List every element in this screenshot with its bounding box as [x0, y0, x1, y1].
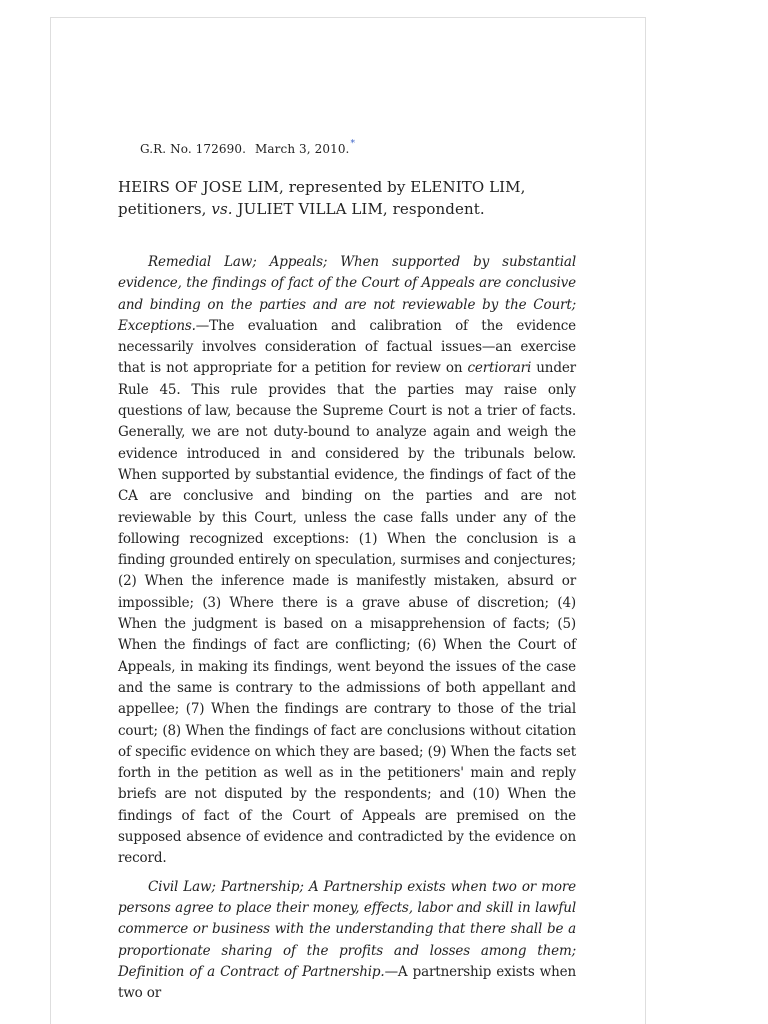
syllabus-paragraph-appeals: [118, 252, 576, 870]
parties-line-2a: petitioners,: [118, 200, 212, 218]
syllabus-heading-appeals: Remedial Law; Appeals; When supported by substantial evidence, the findings of fact of the Court of Appeals are conclusive and binding on the parties and are not reviewable by the Court; Exceptions.: [118, 254, 576, 334]
syllabus-paragraph-partnership: [118, 877, 576, 1005]
case-title: [118, 176, 588, 220]
syllabus-heading-partnership: Civil Law; Partnership; A Partnership exists when two or more persons agree to place their money, effects, labor and skill in lawful commerce or business with the understanding that there shall be a proportionate sharing of the profits and losses among them; Definition of a Contract of Partnership.: [118, 878, 576, 980]
certiorari-term: certiorari: [467, 360, 532, 377]
parties-line-1: HEIRS OF JOSE LIM, represented by ELENITO LIM,: [118, 178, 526, 196]
footnote-marker-link[interactable]: *: [350, 139, 356, 149]
syllabus: [118, 252, 576, 1011]
decision-date: March 3, 2010.: [255, 142, 350, 156]
versus-label: vs.: [211, 200, 233, 218]
parties-line-2b: JULIET VILLA LIM, respondent.: [232, 200, 485, 218]
case-number-line: [140, 141, 355, 159]
syllabus-body-partnership: —A partnership exists when two or: [118, 963, 577, 1002]
syllabus-body-appeals-b: under Rule 45. This rule provides that the parties may raise only questions of law, because the Supreme Court is not a trier of facts. Generally, we are not duty-bound to analyze again and weigh the evidence introduced in and considered by the tribunals below. When supported by substantial evidence, the findings of fact of the CA are conclusive and binding on the parties and are not reviewable by this Court, unless the case falls under any of the following recognized exceptions: (1) When the conclusion is a finding grounded entirely on speculation, surmises and conjectures; (2) When the inference made is manifestly mistaken, absurd or impossible; (3) Where there is a grave abuse of discretion; (4) When the judgment is based on a misapprehension of facts; (5) When the findings of fact are conflicting; (6) When the Court of Appeals, in making its findings, went beyond the issues of the case and the same is contrary to the admissions of both appellant and appellee; (7) When the findings are contrary to those of the trial court; (8) When the findings of fact are conclusions without citation of specific evidence on which they are based; (9) When the facts set forth in the petition as well as in the petitioners' main and reply briefs are not disputed by the respondents; and (10) When the findings of fact of the Court of Appeals are premised on the supposed absence of evidence and contradicted by the evidence on record.: [118, 360, 576, 867]
syllabus-body-appeals-a: —The evaluation and calibration of the evidence necessarily involves consideration of factual issues—an exercise that is not appropriate for a petition for review on: [118, 317, 576, 377]
case-number: G.R. No. 172690.: [140, 142, 247, 156]
